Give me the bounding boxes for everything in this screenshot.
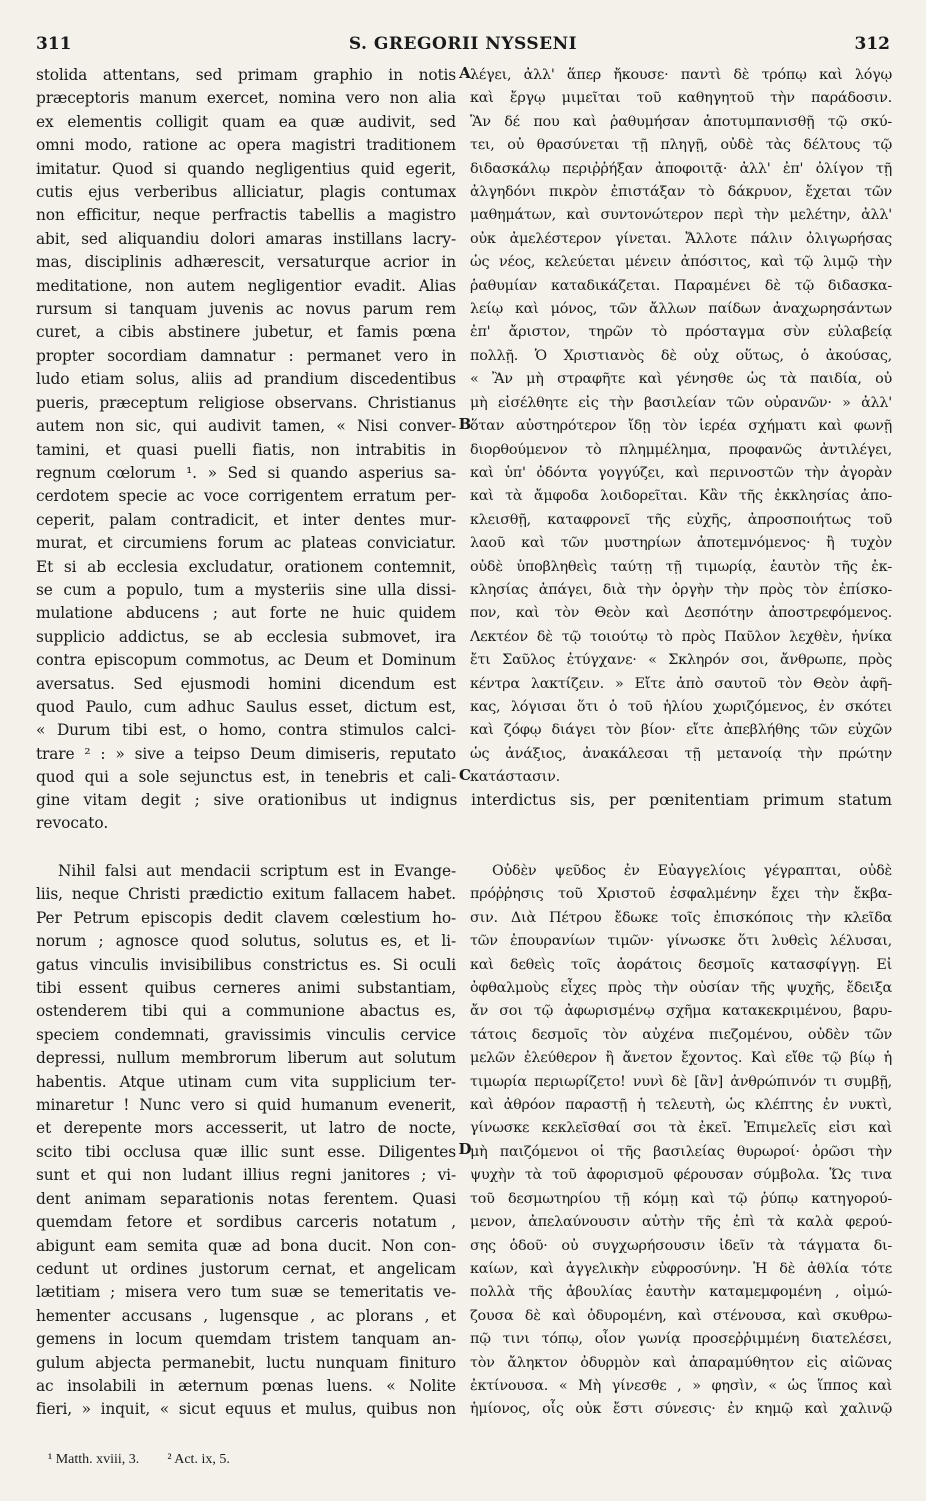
text-line: se cum a populo, tum a mysteriis sine ulla dissi- (36, 580, 456, 599)
text-line: quod qui a sole sejunctus est, in tenebris et cali- (36, 768, 456, 787)
text-line: ἀλγηδόνι πικρὸν ἐπιστάξαν τὸ δάκρυον, ἔχεται τῶν (470, 184, 892, 201)
text-line: κας, λόγισαι ὅτι ὁ τοῦ ἡλίου χωριζόμενος, ἐν σκότει (470, 698, 892, 715)
text-line: λείῳ καὶ μόνος, τῶν ἄλλων παίδων ἀναχωρησάντων (470, 301, 892, 318)
margin-marker-b: B (458, 415, 472, 433)
text-line: sunt et qui non ludant illius regni janitores ; vi- (36, 1166, 456, 1185)
text-line: τοῦ δεσμωτηρίου τῇ κόμῃ καὶ τῷ ῥύπῳ κατηγορού- (470, 1190, 892, 1207)
text-line: Ἂν δέ που καὶ ῥαθυμήσαν ἀποτυμπανισθῇ τῷ σκύ- (470, 113, 892, 130)
text-line: καὶ τὰ ἄμφοδα λοιδορεῖται. Κἂν τῆς ἐκκλησίας ἀπο- (470, 488, 892, 505)
text-line: μὴ εἰσέλθητε εἰς τὴν βασιλείαν τῶν οὐρανῶν· » ἀλλ' (470, 394, 892, 411)
text-line: μενον, ἀπελαύνουσιν αὐτὴν τῆς ἐπὶ τὰ καλὰ φερού- (470, 1214, 892, 1231)
text-line: mas, disciplinis adhærescit, versaturque acrior in (36, 253, 456, 272)
text-line: mulatione abducens ; aut forte ne huic quidem (36, 604, 456, 623)
running-title: S. GREGORII NYSSENI (348, 34, 578, 54)
text-line: trare ² : » sive a teipso Deum dimiseris, reputato (36, 744, 456, 763)
text-line: abigunt eam semita quæ ad bona ducit. Non con- (36, 1236, 456, 1255)
text-line: ζουσα δὲ καὶ ὀδυρομένη, καὶ στένουσα, καὶ σκυθρω- (470, 1307, 892, 1324)
text-line: σιν. Διὰ Πέτρου ἔδωκε τοῖς ἐπισκόποις τὴν κλεῖδα (470, 909, 892, 926)
text-line: autem non sic, qui audivit tamen, « Nisi conver- (36, 417, 456, 436)
text-line: Per Petrum episcopis dedit clavem cœlestium ho- (36, 908, 456, 927)
text-line: depressi, nullum membrorum liberum aut solutum (36, 1049, 456, 1068)
text-line: omni modo, ratione ac opera magistri traditionem (36, 136, 456, 155)
text-line: tamini, et quasi puelli fiatis, non intrabitis in (36, 440, 456, 459)
text-line: ex elementis colligit quam ea quæ audivit, sed (36, 112, 456, 131)
text-line: πρόῤῥησις τοῦ Χριστοῦ ἐσφαλμένην ἔχει τὴν ἔκβα- (470, 886, 892, 903)
text-line: ἡμίονος, οἷς οὐκ ἔστι σύνεσις· ἐν κημῷ καὶ χαλινῷ (470, 1401, 892, 1418)
text-line: ὡς ἀνάξιος, ἀνακάλεσαι τῇ μετανοίᾳ τὴν πρώτην (470, 745, 892, 762)
text-line: τὸν ἄληκτον ὀδυρμὸν καὶ ἀπαραμύθητον εἰς αἰῶνας (470, 1354, 892, 1371)
text-line: ac insolabili in æternum pœnas luens. « Nolite (36, 1376, 456, 1395)
page-number-left: 311 (36, 34, 72, 54)
running-header (36, 34, 890, 58)
text-line: norum ; agnosce quod solutus, solutus es, et li- (36, 932, 456, 951)
greek-column-top (470, 64, 892, 790)
bridge-text-line: gine vitam degit ; sive orationibus ut indignus interdictus sis, per pœnitentiam primum statum (36, 791, 892, 809)
text-line: tibi essent quibus cerneres animi substantiam, (36, 979, 456, 998)
text-line: ceperit, palam contradicit, et inter dentes mur- (36, 510, 456, 529)
text-line: τῶν ἐπουρανίων τιμῶν· γίνωσκε ὅτι λυθεὶς λέλυσαι, (470, 933, 892, 950)
page-number-right: 312 (854, 34, 890, 54)
text-line: οὐδὲ ὑποβληθεὶς ταύτῃ τῇ τιμωρίᾳ, ἑαυτὸν τῆς ἐκ- (470, 558, 892, 575)
text-line: ὀφθαλμοὺς εἶχες πρὸς τὴν οὐσίαν τῆς ψυχῆς, ἔδειξα (470, 980, 892, 997)
footnote: ¹ Matth. xviii, 3. (48, 1452, 140, 1467)
text-line: murat, et circumiens forum ac plateas conviciatur. (36, 534, 456, 553)
text-line: ἐκτίνουσα. « Μὴ γίνεσθε , » φησὶν, « ὡς ἵππος καὶ (470, 1377, 892, 1394)
text-line: ostenderem tibi qui a communione abactus es, (36, 1002, 456, 1021)
text-line: Et si ab ecclesia excludatur, orationem contemnit, (36, 557, 456, 576)
text-line: ἄν σοι τῷ ἀφωρισμένῳ σχῆμα κατακεκριμένου, βαρυ- (470, 1003, 892, 1020)
text-line: « Ἂν μὴ στραφῆτε καὶ γένησθε ὡς τὰ παιδία, οὐ (470, 371, 892, 388)
text-line: minaretur ! Nunc vero si quid humanum evenerit, (36, 1096, 456, 1115)
text-line: supplicio addictus, se ab ecclesia submovet, ira (36, 627, 456, 646)
text-line: rursum si tanquam juvenis ac novus parum rem (36, 300, 456, 319)
text-line: imitatur. Quod si quando negligentius quid egerit, (36, 159, 456, 178)
text-line: κλησίας ἀπάγει, διὰ τὴν ὀργὴν τὴν πρὸς τὸν ἐπίσκο- (470, 581, 892, 598)
latin-column-bottom (36, 860, 456, 1422)
text-line: ἐπ' ἄριστον, τηρῶν τὸ πρόσταγμα σὺν εὐλαβείᾳ (470, 324, 892, 341)
footnotes (48, 1452, 258, 1468)
text-line: τάτοις δεσμοῖς τὸν αὐχένα πιεζομένου, οὐδὲν τῶν (470, 1026, 892, 1043)
text-line: cedunt ut ordines justorum cernat, et angelicam (36, 1259, 456, 1278)
text-line: ὡς νέος, κελεύεται μένειν ἀπόσιτος, καὶ τῷ λιμῷ τὴν (470, 254, 892, 271)
text-line: Οὐδὲν ψεῦδος ἐν Εὐαγγελίοις γέγραπται, οὐδὲ (492, 863, 892, 879)
text-line: πῷ τινι τόπῳ, οἷον γωνίᾳ προσεῤῥιμμένη διατελέσει, (470, 1331, 892, 1348)
text-line: καὶ ζόφῳ διάγει τὸν βίον· εἴτε ἀπεβλήθης τῶν εὐχῶν (470, 722, 892, 739)
text-line: habentis. Atque utinam cum vita supplicium ter- (36, 1072, 456, 1091)
footnote: ² Act. ix, 5. (167, 1452, 230, 1467)
text-line: pueris, præceptum religiose observans. Christianus (36, 393, 456, 412)
text-line: λέγει, ἀλλ' ἅπερ ἤκουσε· παντὶ δὲ τρόπῳ καὶ λόγῳ (470, 67, 892, 83)
margin-marker-d: D (458, 1140, 472, 1158)
text-line: liis, neque Christi prædictio exitum fallacem habet. (36, 885, 456, 904)
text-line: πον, καὶ τὸν Θεὸν καὶ Δεσπότην ἀποστρεφόμενος. (470, 605, 892, 622)
text-line: κλεισθῇ, καταφρονεῖ τῆς εὐχῆς, ἀπροσποιήτως τοῦ (470, 511, 892, 528)
text-line: Λεκτέον δὲ τῷ τοιούτῳ τὸ πρὸς Παῦλον λεχθὲν, ἡνίκα (470, 628, 892, 645)
text-line: μελῶν ἐλεύθερον ἢ ἄνετον ἔχοντος. Καὶ εἴθε τῷ βίῳ ἡ (470, 1050, 892, 1067)
bridge-line (36, 789, 892, 836)
text-line: πολλὰ τῆς ἀβουλίας ἑαυτὴν καταμεμφομένη , οἰμώ- (470, 1284, 892, 1301)
text-line: κατάστασιν. (470, 769, 560, 786)
text-line: gulum abjecta permanebit, luctu nunquam finituro (36, 1353, 456, 1372)
text-line: σης ὁδοῦ· οὐ συγχωρήσουσιν ἰδεῖν τὰ τάγματα δι- (470, 1237, 892, 1254)
margin-marker-c: C (459, 766, 471, 784)
text-line: καὶ ἔργῳ μιμεῖται τοῦ καθηγητοῦ τὴν παράδοσιν. (470, 90, 892, 107)
text-line: καὶ ὑπ' ὀδόντα γογγύζει, καὶ περινοστῶν τὴν ἀγορὰν (470, 464, 892, 481)
text-line: « Durum tibi est, o homo, contra stimulos calci- (36, 721, 456, 740)
text-line: meditatione, non autem negligentior evadit. Alias (36, 276, 456, 295)
text-line: contra episcopum commotus, ac Deum et Dominum (36, 651, 456, 670)
text-line: ludo etiam solus, aliis ad prandium discedentibus (36, 370, 456, 389)
text-line: speciem condemnati, gravissimis vinculis cervice (36, 1025, 456, 1044)
text-line: et derepente mors accesserit, ut latro de nocte, (36, 1119, 456, 1138)
text-line: gemens in locum quemdam tristem tanquam an- (36, 1330, 456, 1349)
text-line: καὶ ἀθρόον παραστῇ ἡ τελευτὴ, ὡς κλέπτης ἐν νυκτὶ, (470, 1097, 892, 1114)
text-line: τιμωρία περιωρίζετο! νυνὶ δὲ [ἂν] ἀνθρώπινόν τι συμβῇ, (470, 1073, 892, 1090)
text-line: λαοῦ καὶ τῶν μυστηρίων ἀποτεμνόμενος· ἢ τυχὸν (470, 535, 892, 552)
text-line: cerdotem specie ac voce corrigentem erratum per- (36, 487, 456, 506)
text-line: καίων, καὶ ἀγγελικὴν εὐφροσύνην. Ἡ δὲ ἀθλία τότε (470, 1260, 892, 1277)
text-line: ῥαθυμίαν καταδικάζεται. Παραμένει δὲ τῷ διδασκα- (470, 277, 892, 294)
text-line: præceptoris manum exercet, nomina vero non alia (36, 89, 456, 108)
text-line: κέντρα λακτίζειν. » Εἴτε ἀπὸ σαυτοῦ τὸν Θεὸν ἀφῆ- (470, 675, 892, 692)
greek-column-bottom (470, 860, 892, 1422)
text-line: πολλῇ. Ὁ Χριστιανὸς δὲ οὐχ οὕτως, ὁ ἀκούσας, (470, 347, 892, 364)
text-line: regnum cœlorum ¹. » Sed si quando asperius sa- (36, 463, 456, 482)
text-line: quod Paulo, cum adhuc Saulus esset, dictum est, (36, 697, 456, 716)
text-line: hementer accusans , lugensque , ac plorans , et (36, 1306, 456, 1325)
text-line: μὴ παιζόμενοι οἱ τῆς βασιλείας θυρωροί· ὁρῶσι τὴν (470, 1143, 892, 1160)
margin-marker-a: A (459, 64, 471, 82)
text-line: Nihil falsi aut mendacii scriptum est in Evange- (58, 862, 456, 880)
text-line: abit, sed aliquandiu dolori amaras instillans lacry- (36, 229, 456, 248)
text-line: διδασκάλῳ περιῤῥήξαν ἀποφοιτᾷ· ἀλλ' ἐπ' ὀλίγον τῇ (470, 160, 892, 177)
text-line: fieri, » inquit, « sicut equus et mulus, quibus non (36, 1400, 456, 1419)
text-line: καὶ δεθεὶς τοῖς ἀοράτοις δεσμοῖς κατασφίγγῃ. Εἰ (470, 956, 892, 973)
text-line: διορθούμενον τὸ πλημμέλημα, προφανῶς ἀντιλέγει, (470, 441, 892, 458)
text-line: dent animam separationis notas ferentem. Quasi (36, 1189, 456, 1208)
text-line: gatus vinculis invisibilibus constrictus es. Si oculi (36, 955, 456, 974)
text-line: curet, a cibis abstinere jubetur, et famis pœna (36, 323, 456, 342)
text-line: aversatus. Sed ejusmodi homini dicendum est (36, 674, 456, 693)
latin-column-top (36, 64, 456, 790)
text-line: τει, οὐ θρασύνεται τῇ πληγῇ, οὐδὲ τὰς δέλτους τῷ (470, 137, 892, 154)
text-line: ὅταν αὐστηρότερον ἴδῃ τὸν ἱερέα σχήματι καὶ φωνῇ (470, 418, 892, 435)
text-line: μαθημάτων, καὶ συντονώτερον περὶ τὴν μελέτην, ἀλλ' (470, 207, 892, 224)
text-line: scito tibi occlusa quæ illic sunt esse. Diligentes (36, 1142, 456, 1161)
text-line: lætitiam ; misera vero tum suæ se temeritatis ve- (36, 1283, 456, 1302)
text-line: non efficitur, neque perfractis tabellis a magistro (36, 206, 456, 225)
text-line: ἔτι Σαῦλος ἐτύγχανε· « Σκληρόν σοι, ἄνθρωπε, πρὸς (470, 652, 892, 669)
text-line: γίνωσκε κεκλεῖσθαί σοι τὰ ἐκεῖ. Ἐπιμελεῖς εἰσι καὶ (470, 1120, 892, 1137)
text-line: propter socordiam damnatur : permanet vero in (36, 346, 456, 365)
bridge-text-line: revocato. (36, 814, 109, 833)
text-line: quemdam fetore et sordibus carceris notatum , (36, 1213, 456, 1232)
text-line: ψυχὴν τὰ τοῦ ἀφορισμοῦ φέρουσαν σύμβολα. Ὥς τινα (470, 1167, 892, 1184)
text-line: cutis ejus verberibus alliciatur, plagis contumax (36, 183, 456, 202)
text-line: stolida attentans, sed primam graphio in notis (36, 66, 456, 84)
text-line: οὐκ ἀμελέστερον γίνεται. Ἄλλοτε πάλιν ὀλιγωρήσας (470, 230, 892, 247)
